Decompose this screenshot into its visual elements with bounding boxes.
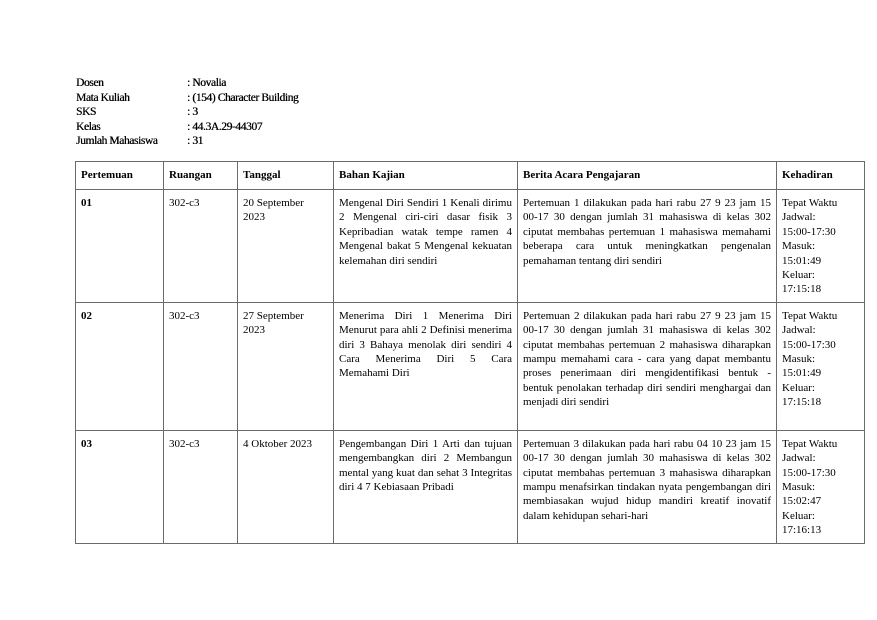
cell-berita-acara: Pertemuan 1 dilakukan pada hari rabu 27 9 23 jam 15 00-17 30 dengan jumlah 31 mahasiswa di kelas 302 ciputat membahas pertemuan 1 mahasiswa memahami beberapa cara untuk meningkatkan pengenalan pemahaman tentang diri sendiri [518, 190, 777, 303]
sks-value: : 3 [187, 106, 198, 118]
header-tanggal: Tanggal [238, 162, 334, 190]
dosen-label: Dosen [76, 77, 104, 89]
keluar-value: 17:15:18 [782, 283, 822, 296]
cell-bahan-kajian: Pengembangan Diri 1 Arti dan tujuan mengembangkan diri 2 Membangun mental yang kuat dan sehat 3 Integritas diri 4 7 Kebiasaan Pribadi [334, 430, 518, 543]
cell-kehadiran [777, 190, 865, 303]
kelas-label: Kelas [76, 120, 101, 133]
masuk-label: Masuk: [782, 240, 815, 253]
cell-pertemuan: 03 [76, 430, 164, 543]
cell-ruangan: 302-c3 [164, 302, 238, 430]
status-text: Tepat Waktu [782, 309, 838, 322]
cell-kehadiran [777, 302, 865, 430]
table-header-row [76, 162, 865, 190]
attendance-table [75, 161, 865, 544]
cell-bahan-kajian: Menerima Diri 1 Menerima Diri Menurut para ahli 2 Definisi menerima diri 3 Bahaya menolak diri sendiri 4 Cara Menerima Diri 5 Cara Memahami Diri [334, 302, 518, 430]
keluar-label: Keluar: [782, 381, 815, 394]
status-text: Tepat Waktu [782, 197, 838, 209]
masuk-value: 15:02:47 [782, 495, 822, 508]
info-row-jumlah [76, 134, 298, 149]
table-row [76, 430, 865, 543]
status-text: Tepat Waktu [782, 437, 838, 450]
sks-label: SKS [76, 106, 96, 118]
table-row [76, 190, 865, 303]
kelas-value: : 44.3A.29-44307 [187, 120, 263, 133]
cell-tanggal: 4 Oktober 2023 [238, 430, 334, 543]
jumlah-value: : 31 [187, 135, 203, 147]
header-berita-acara: Berita Acara Pengajaran [518, 162, 777, 190]
info-row-dosen [76, 76, 298, 91]
jadwal-value: 15:00-17:30 [782, 338, 836, 351]
jumlah-label: Jumlah Mahasiswa [76, 135, 158, 147]
header-kehadiran: Kehadiran [777, 162, 865, 190]
matkul-value: : (154) Character Building [187, 91, 299, 104]
cell-tanggal: 20 September 2023 [238, 190, 334, 303]
cell-kehadiran [777, 430, 865, 543]
cell-pertemuan: 02 [76, 302, 164, 430]
info-row-sks [76, 105, 298, 120]
jadwal-value: 15:00-17:30 [782, 225, 836, 238]
masuk-value: 15:01:49 [782, 367, 822, 380]
keluar-label: Keluar: [782, 509, 815, 522]
dosen-value: : Novalia [187, 77, 226, 89]
matkul-label: Mata Kuliah [76, 91, 130, 104]
header-pertemuan: Pertemuan [76, 162, 164, 190]
keluar-label: Keluar: [782, 269, 815, 282]
cell-berita-acara: Pertemuan 3 dilakukan pada hari rabu 04 10 23 jam 15 00-17 30 dengan jumlah 30 mahasiswa di kelas 302 ciputat membahas pertemuan 3 mahasiswa diharapkan mampu menafsirkan tindakan nyata pengembangan diri membiasakan wujud hidup mandiri kreatif inovatif dalam kehidupan sehari-hari [518, 430, 777, 543]
jadwal-value: 15:00-17:30 [782, 466, 836, 479]
keluar-value: 17:16:13 [782, 524, 822, 537]
info-row-matkul [76, 91, 298, 106]
keluar-value: 17:15:18 [782, 396, 822, 409]
cell-ruangan: 302-c3 [164, 430, 238, 543]
header-ruangan: Ruangan [164, 162, 238, 190]
course-info [76, 76, 298, 149]
cell-berita-acara: Pertemuan 2 dilakukan pada hari rabu 27 9 23 jam 15 00-17 30 dengan jumlah 31 mahasiswa di kelas 302 ciputat membahas pertemuan 2 mahasiswa diharapkan mampu memahami cara - cara yang dapat membantu proses penerimaan diri mengidentifikasi bentuk - bentuk penolakan terhadap diri sendiri menghargai dan menjadi diri sendiri [518, 302, 777, 430]
info-row-kelas [76, 120, 298, 135]
jadwal-label: Jadwal: [782, 324, 816, 337]
jadwal-label: Jadwal: [782, 452, 816, 465]
masuk-label: Masuk: [782, 481, 815, 494]
masuk-label: Masuk: [782, 353, 815, 366]
jadwal-label: Jadwal: [782, 211, 816, 224]
table-row [76, 302, 865, 430]
cell-tanggal: 27 September 2023 [238, 302, 334, 430]
header-bahan-kajian: Bahan Kajian [334, 162, 518, 190]
cell-pertemuan: 01 [76, 190, 164, 303]
masuk-value: 15:01:49 [782, 254, 822, 267]
cell-ruangan: 302-c3 [164, 190, 238, 303]
cell-bahan-kajian: Mengenal Diri Sendiri 1 Kenali dirimu 2 Mengenal ciri-ciri dasar fisik 3 Kepribadian watak tempe ramen 4 Mengenal bakat 5 Mengenal kekuatan kelemahan diri sendiri [334, 190, 518, 303]
